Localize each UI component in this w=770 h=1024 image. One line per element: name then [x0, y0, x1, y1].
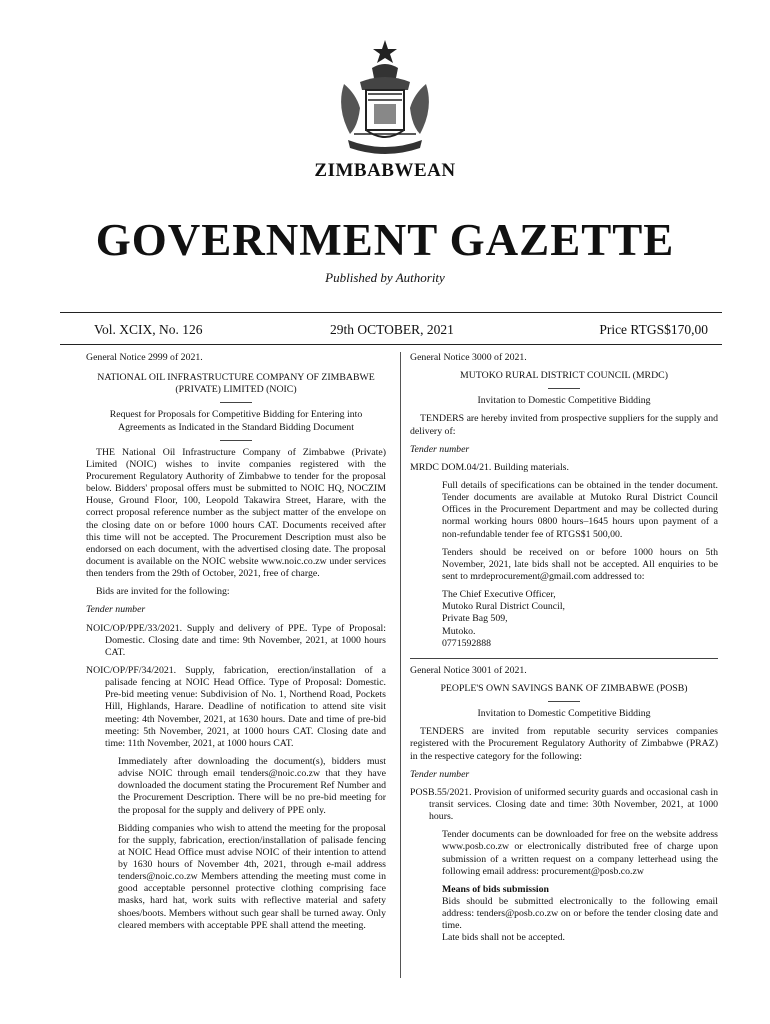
documents-paragraph: Tender documents can be downloaded for free on the website address www.posb.co.zw or electronically distributed free of charge upon submission of a written request on a company letterhead using the following email address: procurement@posb.co.zw [442, 829, 718, 877]
notice-intro: TENDERS are hereby invited from prospective suppliers for the supply and delivery of: [410, 413, 718, 437]
issue-price: Price RTGS$170,00 [599, 322, 708, 337]
tender-number-label: Tender number [410, 443, 470, 455]
notice-heading: Invitation to Domestic Competitive Bidding [477, 395, 651, 407]
short-rule [220, 440, 252, 441]
column-divider [400, 352, 401, 978]
notice-organisation: PEOPLE'S OWN SAVINGS BANK OF ZIMBABWE (POSB) [440, 682, 688, 694]
tender-item: NOIC/OP/PF/34/2021. Supply, fabrication, erection/installation of a palisade fencing at NOIC Head Office. Type of Proposal: Domestic. Pre-bid meeting venue: Subdivision of No. 1, Northend Road, Pockets Hill, Highlands, Harare. Deadline of notification to attend site visit meeting: 4th November, 2021, at 1630 hours. Date and time of pre-bid meeting: 5th November, 2021, at 1000 hours CAT. Closing date and time: 11th November, 2021, at 1000 hours CAT. [86, 664, 386, 749]
gazette-title: GOVERNMENT GAZETTE [95, 215, 675, 265]
coat-of-arms-icon [330, 38, 440, 158]
notice-separator [410, 658, 718, 659]
details-paragraph: Full details of specifications can be obtained in the tender document. Tender documents are available at Mutoko Rural District Council Offices in the Procurement Department and may be collected during normal working hours 0800 hours–1645 hours upon payment of a non-refundable tender fee of RTGS$1 500,00. [442, 479, 718, 540]
masthead-bottom-rule [60, 344, 722, 345]
notice-heading: Request for Proposals for Competitive Bidding for Entering into Agreements as Indicated in the Standard Bidding Document [109, 409, 363, 433]
notice-heading: Invitation to Domestic Competitive Bidding [477, 708, 651, 720]
short-rule [548, 701, 580, 702]
short-rule [548, 388, 580, 389]
notice-number: General Notice 3000 of 2021. [410, 352, 527, 363]
notice-intro: THE National Oil Infrastructure Company of Zimbabwe (Private) Limited (NOIC) wishes to invite companies registered with the Procurement Regulatory Authority of Zimbabwe to tender for the proposal below. Bidders' proposal offers must be submitted to NOIC HQ, NOCZIM House, Ground Floor, 100, Leopold Takawira Street, Harare, with the correct proposal reference number as the subject matter of the envelope on the closing date on or before 1000 hours CAT. Documents received after this time will not be accepted. The Procurement Description must also be endorsed on each document, with the advertised closing date. The proposal document is available on the NOIC website www.noic.co.zw under services then tenders from the 29th of October, 2021, free of charge. [86, 446, 386, 580]
gazette-subtitle: Published by Authority [325, 270, 445, 285]
issue-date: 29th OCTOBER, 2021 [330, 322, 454, 337]
means-heading: Means of bids submission [442, 883, 549, 895]
left-column [86, 352, 386, 938]
receipt-paragraph: Tenders should be received on or before 1000 hours on 5th November, 2021, late bids shall not be accepted. All enquiries to be sent to mrdeprocurement@gmail.com addressed to: [442, 546, 718, 582]
postal-address: The Chief Executive Officer, Mutoko Rural District Council, Private Bag 509, Mutoko. 0771592888 [442, 589, 565, 649]
notice-number: General Notice 3001 of 2021. [410, 664, 527, 676]
bids-invited: Bids are invited for the following: [96, 586, 230, 598]
right-column [410, 352, 718, 950]
volume-number: Vol. XCIX, No. 126 [94, 322, 203, 337]
tender-number-label: Tender number [86, 604, 146, 616]
masthead-top-rule [60, 312, 722, 313]
tender-item: NOIC/OP/PPE/33/2021. Supply and delivery of PPE. Type of Proposal: Domestic. Closing date and time: 9th November, 2021, at 1000 hours CAT. [86, 622, 386, 658]
notice-organisation: NATIONAL OIL INFRASTRUCTURE COMPANY OF ZIMBABWE (PRIVATE) LIMITED (NOIC) [97, 372, 375, 396]
meeting-paragraph: Bidding companies who wish to attend the meeting for the proposal for the supply, fabrication, erection/installation of palisade fencing at NOIC Head Office must advise NOIC of their intention to attend by 1630 hours of November 4th, 2021, through e-mail address tenders@noic.co.zw Members attending the meeting must come in good acceptable personnel protective clothing comprising face masks, hard hat, work suits with reflective material and safety shoes/boots. Members without such gear shall be turned away. Only cleared members with acceptable PPE shall attend the meeting. [118, 822, 386, 931]
means-paragraph: Bids should be submitted electronically to the following email address: tenders@posb.co.zw on or before the tender closing date and time. [442, 895, 718, 932]
notice-number: General Notice 2999 of 2021. [86, 352, 203, 363]
download-paragraph: Immediately after downloading the document(s), bidders must advise NOIC through email tenders@noic.co.zw that they have downloaded the document stating the Procurement Ref Number and the Procurement Description. There will be no pre-bid meeting for the proposal for the supply and delivery of PPE only. [118, 755, 386, 816]
tender-item: MRDC DOM.04/21. Building materials. [410, 461, 569, 473]
publication-name: ZIMBABWEAN [314, 160, 456, 181]
tender-item: POSB.55/2021. Provision of uniformed security guards and occasional cash in transit services. Closing date and time: 30th November, 2021, at 1000 hours. [410, 786, 718, 823]
tender-number-label: Tender number [410, 768, 470, 780]
notice-intro: TENDERS are invited from reputable security services companies registered with the Procurement Regulatory Authority of Zimbabwe (PRAZ) in the respective category for the following: [410, 726, 718, 762]
notice-organisation: MUTOKO RURAL DISTRICT COUNCIL (MRDC) [460, 370, 668, 382]
short-rule [220, 402, 252, 403]
late-bids-note: Late bids shall not be accepted. [442, 932, 565, 944]
